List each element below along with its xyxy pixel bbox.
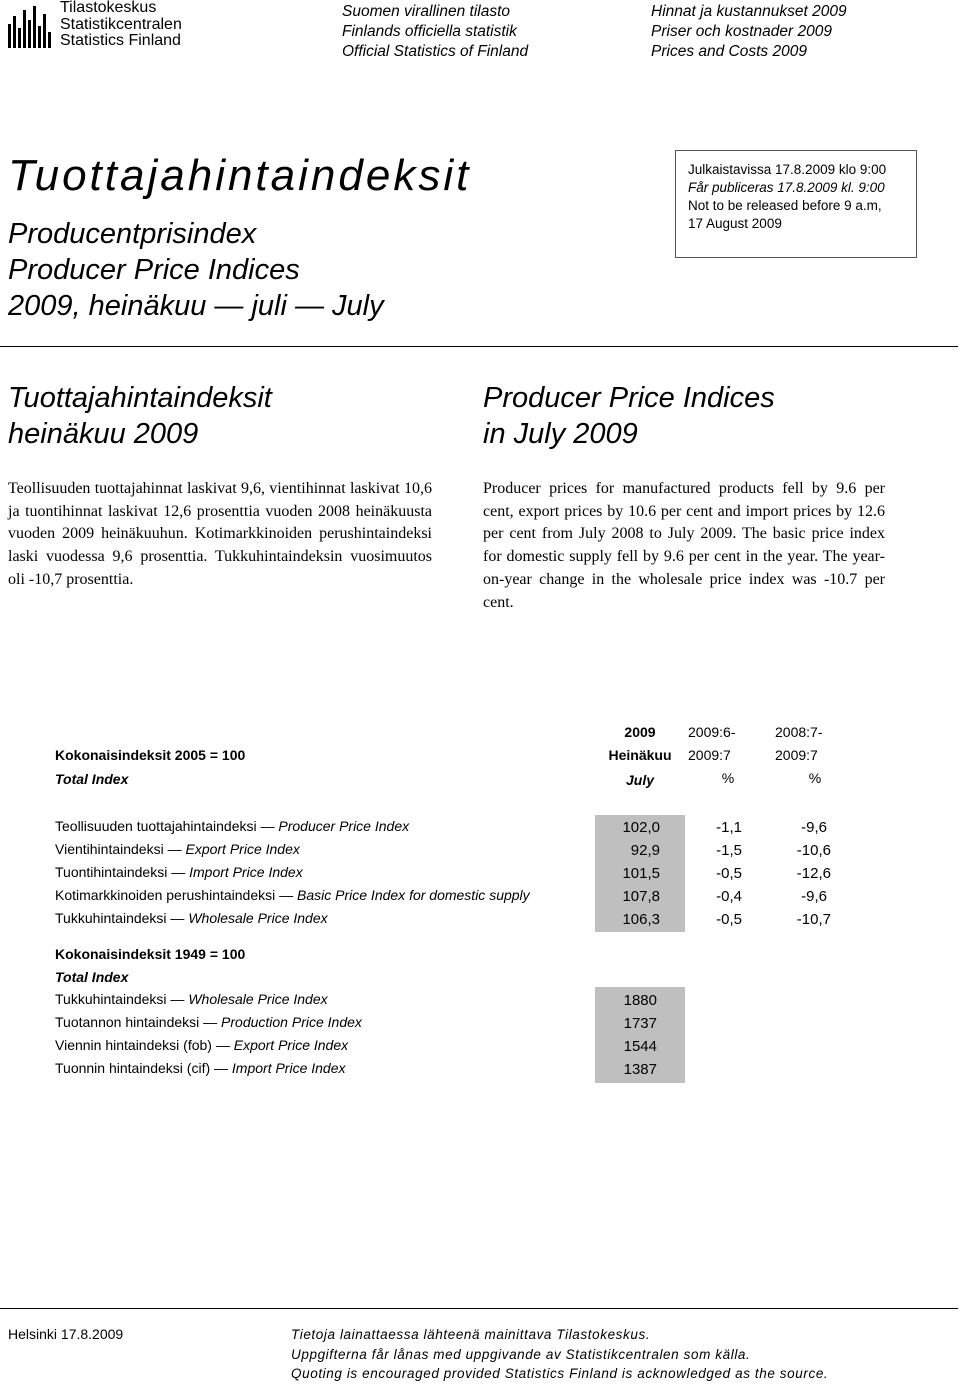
footer-place-date: Helsinki 17.8.2009 (8, 1326, 124, 1342)
citation-note-fi: Tietoja lainattaessa lähteenä mainittava Tilastokeskus. (291, 1327, 651, 1342)
table1-title-fi: Kokonaisindeksit 2005 = 100 (55, 747, 246, 763)
annual-change: -10,7 (796, 911, 831, 928)
col-header-monthly-change: 2009:6- (688, 724, 736, 740)
release-fi: Julkaistavissa 17.8.2009 klo 9:00 (688, 162, 887, 177)
index-value: 1387 (623, 1061, 657, 1078)
annual-change: -9,6 (801, 888, 827, 905)
footer-divider (0, 1308, 958, 1309)
row-label: Tuontihintaindeksi — Import Price Index (55, 864, 303, 880)
english-summary: Producer prices for manufactured products fell by 9.6 per cent, export prices by 10.6 per cent and import prices by 12.6 per cent from July 2008 to July 2009. The basic price index for domestic supply fell by 9.6 per cent in the year. The year-on-year change in the wholesale price index was -10.7 per cent. (483, 480, 885, 611)
monthly-change: -0,5 (716, 911, 742, 928)
annual-change: -12,6 (796, 865, 831, 882)
index-value: 1880 (623, 992, 657, 1009)
footer-citation-notes (291, 1325, 828, 1384)
col-header-annual-unit: % (808, 770, 822, 786)
logo-name-fi: Tilastokeskus (60, 0, 157, 16)
annual-change: -10,6 (796, 842, 831, 859)
index-value: 101,5 (622, 865, 660, 882)
col-header-annual-period: 2009:7 (775, 747, 818, 763)
citation-note-en: Quoting is encouraged provided Statistics Finland is acknowledged as the source. (291, 1366, 829, 1381)
subtitle-sv: Producentprisindex (8, 218, 257, 250)
row-label: Tukkuhintaindeksi — Wholesale Price Index (55, 910, 328, 926)
monthly-change: -1,1 (716, 819, 742, 836)
series-fi: Suomen virallinen tilasto (342, 3, 511, 20)
logo-name-sv: Statistikcentralen (60, 15, 182, 33)
release-sv: Får publiceras 17.8.2009 kl. 9:00 (688, 180, 885, 195)
table2-title-fi: Kokonaisindeksit 1949 = 100 (55, 946, 246, 962)
subtitle-period: 2009, heinäkuu — juli — July (8, 290, 384, 322)
col-header-monthly-period: 2009:7 (688, 747, 731, 763)
page-title: Tuottajahintaindeksit (8, 151, 472, 200)
release-en: Not to be released before 9 a.m, (688, 198, 882, 213)
index-value: 1544 (623, 1038, 657, 1055)
col-header-month-fi: Heinäkuu (608, 747, 672, 763)
col-header-annual-change: 2008:7- (775, 724, 823, 740)
annual-change: -9,6 (801, 819, 827, 836)
series-en: Official Statistics of Finland (342, 43, 529, 60)
row-label: Kotimarkkinoiden perushintaindeksi — Basic Price Index for domestic supply (55, 887, 530, 903)
row-label: Viennin hintaindeksi (fob) — Export Price Index (55, 1037, 349, 1053)
index-value: 106,3 (622, 911, 660, 928)
table1-title-en: Total Index (55, 771, 129, 787)
subtitle-en: Producer Price Indices (8, 254, 300, 286)
finnish-heading-line1: Tuottajahintaindeksit (8, 382, 272, 414)
index-value: 102,0 (622, 819, 660, 836)
monthly-change: -1,5 (716, 842, 742, 859)
col-header-month-en: July (625, 772, 654, 788)
monthly-change: -0,4 (716, 888, 742, 905)
publication-fi: Hinnat ja kustannukset 2009 (651, 3, 847, 20)
finnish-summary: Teollisuuden tuottajahinnat laskivat 9,6, vientihinnat laskivat 10,6 ja tuontihinnat laskivat 12,6 prosenttia vuoden 2008 heinäkuusta vuoden 2009 heinäkuuhun. Kotimarkkinoiden perushintaindeksi laski vuodessa 9,6 prosenttia. Tukkuhintaindeksin vuosimuutos oli -10,7 prosenttia. (8, 480, 432, 588)
publication-en: Prices and Costs 2009 (651, 43, 807, 60)
english-heading-line2: in July 2009 (483, 418, 638, 450)
row-label: Tuonnin hintaindeksi (cif) — Import Price Index (55, 1060, 346, 1076)
row-label: Vientihintaindeksi — Export Price Index (55, 841, 300, 857)
release-date-en: 17 August 2009 (688, 216, 782, 231)
publication-sv: Priser och kostnader 2009 (651, 23, 832, 40)
series-sv: Finlands officiella statistik (342, 23, 517, 40)
col-header-year: 2009 (624, 724, 656, 740)
logo-name-en: Statistics Finland (60, 32, 181, 49)
index-value: 92,9 (630, 842, 660, 859)
english-heading-line1: Producer Price Indices (483, 382, 775, 414)
row-label: Tuotannon hintaindeksi — Production Price Index (55, 1014, 362, 1030)
index-value: 1737 (623, 1015, 657, 1032)
index-value: 107,8 (622, 888, 660, 905)
row-label: Teollisuuden tuottajahintaindeksi — Producer Price Index (55, 818, 410, 834)
table2-title-en: Total Index (55, 969, 129, 985)
col-header-monthly-unit: % (721, 770, 735, 786)
monthly-change: -0,5 (716, 865, 742, 882)
finnish-heading-line2: heinäkuu 2009 (8, 418, 199, 450)
citation-note-sv: Uppgifterna får lånas med uppgivande av Statistikcentralen som källa. (291, 1346, 751, 1362)
row-label: Tukkuhintaindeksi — Wholesale Price Index (55, 991, 328, 1007)
